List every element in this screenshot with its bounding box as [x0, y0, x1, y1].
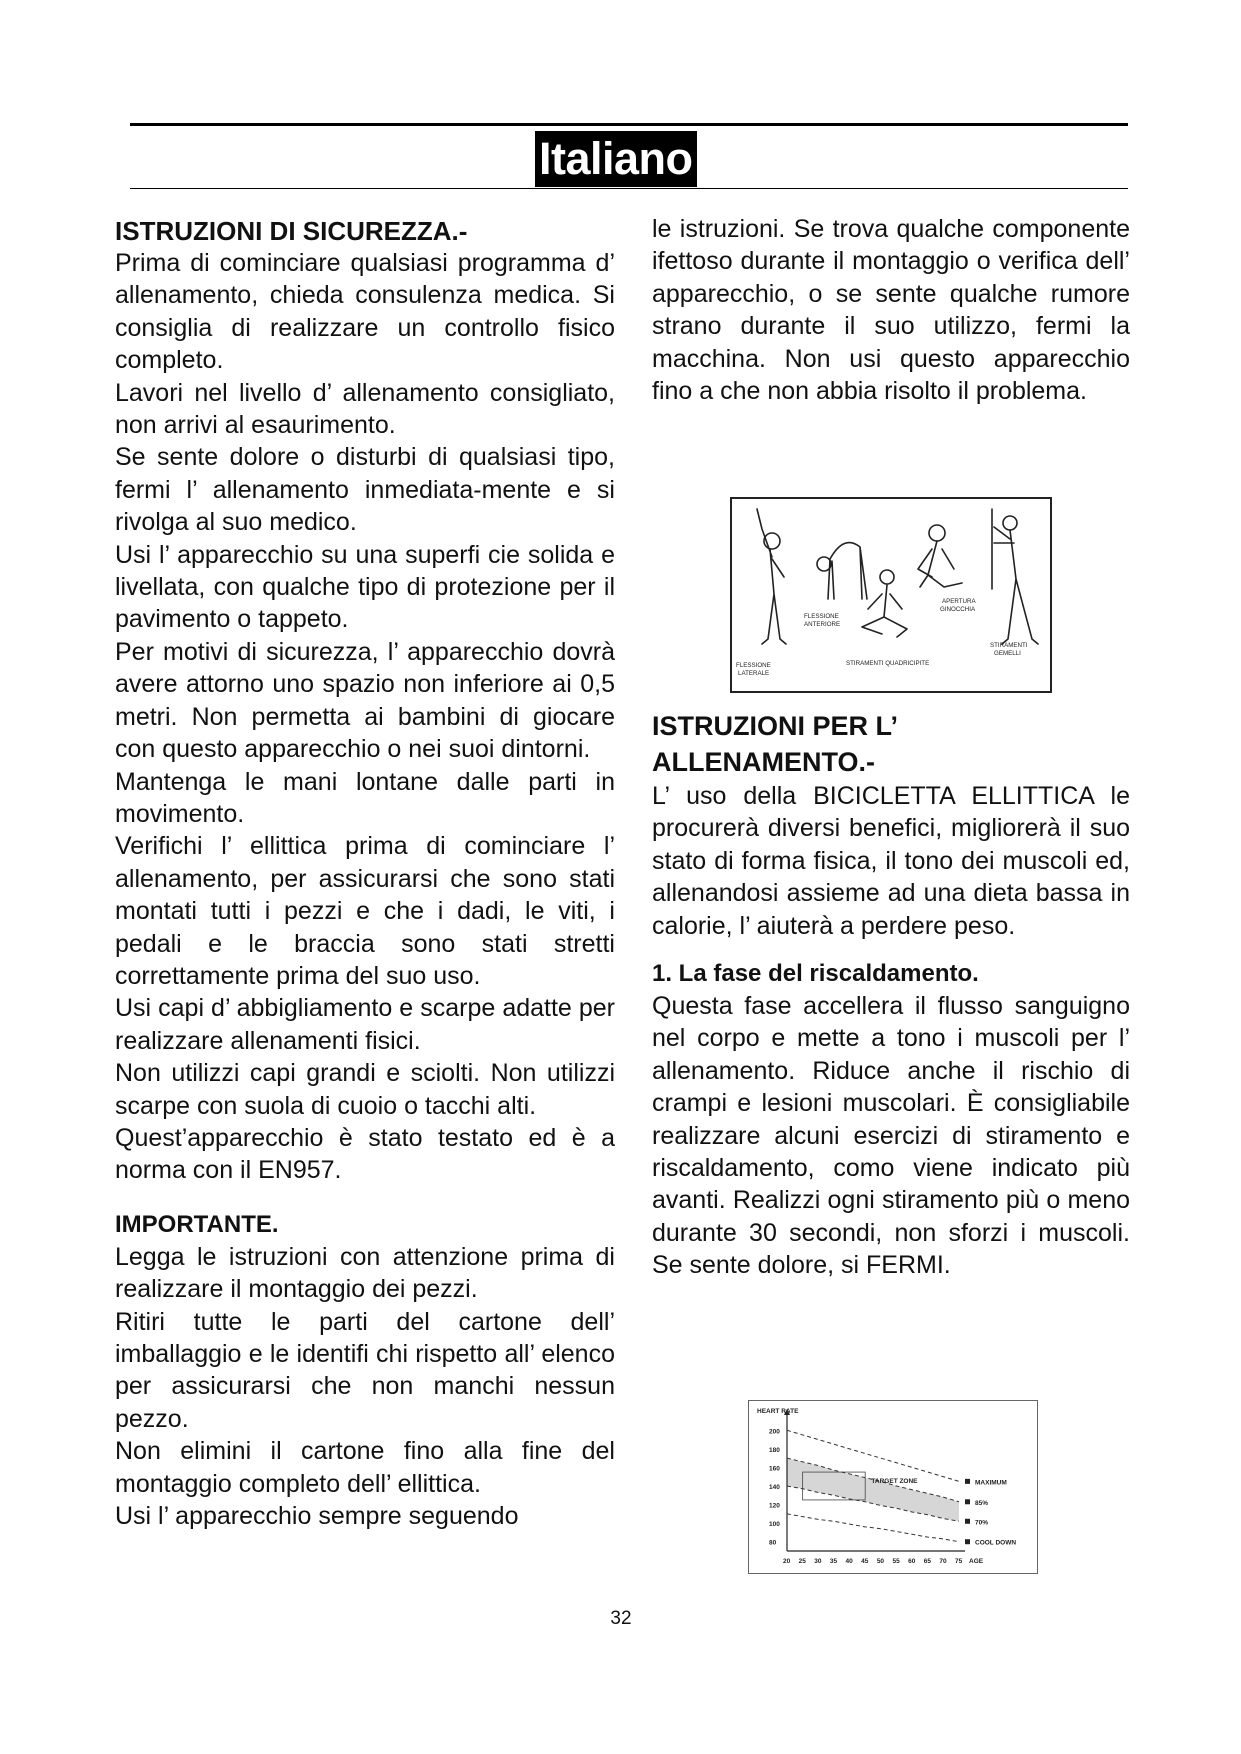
y-tick-label: 180: [769, 1446, 780, 1454]
series-label: 85%: [975, 1499, 989, 1507]
y-tick-label: 120: [769, 1502, 780, 1510]
label-ginocchia: GINOCCHIA: [940, 606, 976, 613]
page-number: 32: [610, 1608, 632, 1629]
x-tick-label: 60: [908, 1558, 916, 1565]
x-tick-label: 70: [939, 1558, 947, 1565]
label-anteriore: ANTERIORE: [804, 621, 841, 628]
important-paragraph: Usi l’ apparecchio sempre seguendo: [115, 1502, 519, 1531]
safety-paragraph: Usi l’ apparecchio su una superfi cie solida e livellata, con qualche tipo di protezione per il pavimento o tappeto.: [115, 540, 615, 634]
x-tick-label: 25: [798, 1558, 806, 1565]
heart-rate-chart-svg: [749, 1401, 1037, 1573]
series-marker: [965, 1499, 970, 1504]
x-tick-label: 30: [814, 1558, 822, 1565]
x-tick-label: 75: [955, 1558, 963, 1565]
safety-paragraph: Quest’apparecchio è stato testato ed è a norma con il EN957.: [115, 1123, 615, 1185]
important-paragraph: Non elimini il cartone fino alla fine del montaggio completo dell’ ellittica.: [115, 1437, 615, 1498]
stretching-figure: [730, 497, 1052, 693]
y-tick-label: 140: [769, 1484, 780, 1491]
series-marker: [965, 1479, 970, 1484]
y-tick-label: 200: [769, 1428, 780, 1436]
important-heading: IMPORTANTE.: [115, 1210, 279, 1238]
safety-paragraph: Verifichi l’ ellittica prima di cominciare l’ allenamento, per assicurarsi che sono stati montati tutti i pezzi e che i dadi, le viti, i pedali e le braccia sono stati stretti correttamente prima del suo uso.: [115, 832, 615, 990]
language-badge: Italiano: [535, 131, 697, 187]
safety-paragraph: Se sente dolore o disturbi di qualsiasi tipo, fermi l’ allenamento inmediata-mente e si rivolga al suo medico.: [115, 443, 615, 537]
x-tick-label: 45: [861, 1558, 869, 1565]
heart-rate-chart: [748, 1400, 1038, 1574]
label-apertura: APERTURA: [942, 598, 976, 605]
important-paragraph: Legga le istruzioni con attenzione prima di realizzare il montaggio dei pezzi.: [115, 1242, 615, 1304]
series-line-cool-down: [787, 1514, 959, 1542]
x-tick-label: 35: [829, 1558, 838, 1565]
y-tick-label: 160: [769, 1465, 780, 1473]
important-paragraph: Ritiri tutte le parti del cartone dell’ imballaggio e le identifi chi rispetto all’ elenco per assicurarsi che non manchi nessun pezzo.: [115, 1307, 615, 1433]
right-column-top: [652, 213, 1130, 407]
label-quadricipite: STIRAMENTI QUADRICIPITE: [846, 660, 930, 667]
x-tick-label: 40: [845, 1558, 853, 1565]
stretching-illustration: [732, 499, 1050, 691]
series-label: 70%: [975, 1519, 989, 1527]
safety-paragraph: Per motivi di sicurezza, l’ apparecchio dovrà avere attorno uno spazio non inferiore ai 0,5 metri. Non permetta ai bambini di giocare con questo apparecchio o nei suoi dintorni.: [115, 637, 615, 764]
left-column: [115, 215, 615, 1532]
x-tick-label: 50: [876, 1558, 885, 1565]
label-flessione: FLESSIONE: [804, 613, 839, 620]
y-tick-label: 100: [769, 1521, 780, 1529]
safety-paragraph: Lavori nel livello d’ allenamento consigliato, non arrivi al esaurimento.: [115, 378, 615, 440]
training-heading-line1: ISTRUZIONI PER L’: [652, 711, 899, 741]
x-axis-label: AGE: [969, 1558, 984, 1565]
x-tick-label: 65: [923, 1558, 931, 1565]
series-label: MAXIMUM: [975, 1479, 1007, 1487]
header-rule-bottom: [130, 188, 1128, 189]
warmup-paragraph: Questa fase accellera il flusso sanguigno nel corpo e mette a tono i muscoli per l’ allenamento. Riduce anche il rischio di crampi e lesioni muscolari. È consigliabile realizzare alcuni esercizi di stiramento e riscaldamento, como viene indicato più avanti. Realizzi ogni stiramento più o meno durante 30 secondi, non sforzi i muscoli. Se sente dolore, si FERMI.: [652, 992, 1130, 1280]
series-marker: [965, 1539, 970, 1544]
series-marker: [965, 1519, 970, 1524]
training-paragraph: L’ uso della BICICLETTA ELLITTICA le procurerà diversi benefici, migliorerà il suo stato di forma fisica, il tono dei muscoli ed, allenandosi assieme ad una dieta bassa in calorie, l’ aiuterà a perdere peso.: [652, 782, 1130, 940]
header-rule-top: [130, 123, 1128, 126]
safety-paragraph: Mantenga le mani lontane dalle parti in movimento.: [115, 767, 615, 828]
y-axis-label: HEART RATE: [757, 1408, 799, 1415]
label-stiramenti: STIRAMENTI: [990, 642, 1028, 649]
x-tick-label: 20: [783, 1558, 791, 1565]
continued-paragraph: le istruzioni. Se trova qualche componente ifettoso durante il montaggio o verifica dell’ apparecchio, o se sente qualche rumore strano durante il suo utilizzo, fermi la macchina. Non usi questo apparecchio fino a che non abbia risolto il problema.: [652, 215, 1130, 406]
label-laterale: LATERALE: [738, 670, 770, 677]
safety-paragraph: Non utilizzi capi grandi e sciolti. Non utilizzi scarpe con suola di cuoio o tacchi alti.: [115, 1059, 615, 1120]
safety-paragraph: Prima di cominciare qualsiasi programma d’ allenamento, chieda consulenza medica. Si consiglia di realizzare un controllo fisico completo.: [115, 249, 615, 375]
y-tick-label: 80: [769, 1539, 777, 1547]
safety-heading: ISTRUZIONI DI SICUREZZA.-: [115, 216, 468, 246]
label-gemelli: GEMELLI: [994, 650, 1021, 657]
x-tick-label: 55: [892, 1558, 900, 1565]
label-flessione-laterale: FLESSIONE: [736, 662, 771, 669]
right-column-bottom: [652, 708, 1130, 1282]
training-heading-line2: ALLENAMENTO.-: [652, 747, 875, 777]
safety-paragraph: Usi capi d’ abbigliamento e scarpe adatte per realizzare allenamenti fisici.: [115, 994, 615, 1055]
warmup-heading: 1. La fase del riscaldamento.: [652, 960, 979, 988]
series-label: COOL DOWN: [975, 1539, 1017, 1547]
target-zone-label: TARGET ZONE: [871, 1478, 918, 1486]
target-zone-band: [787, 1458, 959, 1521]
